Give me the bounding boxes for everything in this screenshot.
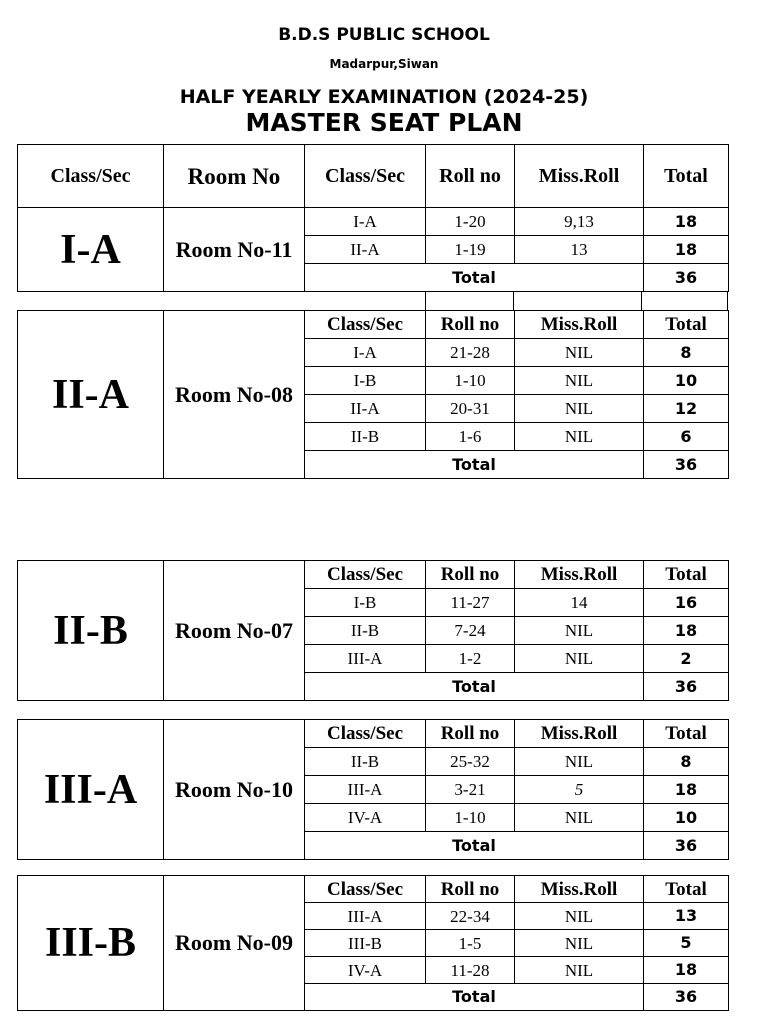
row-total: 18 xyxy=(644,236,729,264)
row-total: 2 xyxy=(644,645,729,673)
total-label: Total xyxy=(305,673,644,701)
row-roll-no: 1-5 xyxy=(426,930,515,957)
row-class-sec: IV-A xyxy=(305,804,426,832)
divider xyxy=(641,291,642,310)
row-total: 16 xyxy=(644,589,729,617)
room-class: III-A xyxy=(18,720,164,860)
grand-total: 36 xyxy=(644,984,729,1011)
table-header-row xyxy=(18,876,729,903)
col-header-class-sec: Class/Sec xyxy=(305,876,426,903)
row-miss-roll: 9,13 xyxy=(515,208,644,236)
total-label: Total xyxy=(305,451,644,479)
grand-total: 36 xyxy=(644,673,729,701)
row-miss-roll: NIL xyxy=(515,423,644,451)
row-miss-roll: NIL xyxy=(515,645,644,673)
divider xyxy=(727,291,728,310)
row-roll-no: 1-2 xyxy=(426,645,515,673)
row-total: 12 xyxy=(644,395,729,423)
row-class-sec: I-B xyxy=(305,367,426,395)
total-label: Total xyxy=(305,832,644,860)
col-header-class-sec: Class/Sec xyxy=(305,720,426,748)
row-roll-no: 21-28 xyxy=(426,339,515,367)
row-class-sec: III-A xyxy=(305,645,426,673)
row-total: 8 xyxy=(644,339,729,367)
room-number: Room No-07 xyxy=(164,561,305,701)
col-header-roll-no: Roll no xyxy=(426,876,515,903)
table-header-row xyxy=(18,145,729,208)
room-class: II-B xyxy=(18,561,164,701)
col-header-roll-no: Roll no xyxy=(426,311,515,339)
col-header-miss-roll: Miss.Roll xyxy=(515,561,644,589)
table-row xyxy=(18,208,729,236)
row-miss-roll: NIL xyxy=(515,367,644,395)
row-class-sec: III-A xyxy=(305,903,426,930)
row-miss-roll: NIL xyxy=(515,957,644,984)
col-header-total: Total xyxy=(644,876,729,903)
col-header-miss-roll: Miss.Roll xyxy=(515,311,644,339)
room-number: Room No-10 xyxy=(164,720,305,860)
school-location: Madarpur,Siwan xyxy=(329,57,439,71)
page-title: MASTER SEAT PLAN xyxy=(245,108,523,137)
table-header-row xyxy=(18,311,729,339)
exam-title: HALF YEARLY EXAMINATION (2024-25) xyxy=(179,86,589,108)
row-roll-no: 25-32 xyxy=(426,748,515,776)
seat-plan-table-3 xyxy=(17,560,729,701)
col-header-total: Total xyxy=(644,145,729,208)
col-header-roll-no: Roll no xyxy=(426,145,515,208)
col-header-class-sec: Class/Sec xyxy=(305,145,426,208)
row-total: 8 xyxy=(644,748,729,776)
seat-plan-table-1 xyxy=(17,144,729,292)
row-total: 10 xyxy=(644,804,729,832)
grand-total: 36 xyxy=(644,832,729,860)
row-miss-roll: NIL xyxy=(515,903,644,930)
col-header-class-sec: Class/Sec xyxy=(305,311,426,339)
divider xyxy=(425,291,426,310)
row-class-sec: III-A xyxy=(305,776,426,804)
room-class: I-A xyxy=(18,208,164,292)
room-class: II-A xyxy=(18,311,164,479)
room-number: Room No-08 xyxy=(164,311,305,479)
col-header-room-no: Room No xyxy=(164,145,305,208)
row-class-sec: II-A xyxy=(305,236,426,264)
row-class-sec: II-B xyxy=(305,423,426,451)
row-roll-no: 3-21 xyxy=(426,776,515,804)
row-total: 5 xyxy=(644,930,729,957)
grand-total: 36 xyxy=(644,451,729,479)
col-header-miss-roll: Miss.Roll xyxy=(515,876,644,903)
col-header-total: Total xyxy=(644,311,729,339)
col-header-class-sec: Class/Sec xyxy=(18,145,164,208)
row-roll-no: 1-6 xyxy=(426,423,515,451)
table-header-row xyxy=(18,720,729,748)
row-total: 18 xyxy=(644,208,729,236)
room-number: Room No-11 xyxy=(164,208,305,292)
row-total: 18 xyxy=(644,617,729,645)
table-header-row xyxy=(18,561,729,589)
school-name: B.D.S PUBLIC SCHOOL xyxy=(278,25,490,45)
row-total: 18 xyxy=(644,776,729,804)
row-total: 13 xyxy=(644,903,729,930)
row-roll-no: 11-28 xyxy=(426,957,515,984)
row-miss-roll: NIL xyxy=(515,748,644,776)
total-label: Total xyxy=(305,264,644,292)
row-class-sec: II-A xyxy=(305,395,426,423)
divider xyxy=(513,291,514,310)
room-class: III-B xyxy=(18,876,164,1011)
row-miss-roll: NIL xyxy=(515,617,644,645)
row-roll-no: 11-27 xyxy=(426,589,515,617)
seat-plan-table-4 xyxy=(17,719,729,860)
row-roll-no: 1-19 xyxy=(426,236,515,264)
row-class-sec: II-B xyxy=(305,748,426,776)
col-header-total: Total xyxy=(644,720,729,748)
col-header-total: Total xyxy=(644,561,729,589)
row-roll-no: 1-10 xyxy=(426,367,515,395)
row-miss-roll: 14 xyxy=(515,589,644,617)
row-miss-roll: NIL xyxy=(515,930,644,957)
row-total: 6 xyxy=(644,423,729,451)
row-roll-no: 20-31 xyxy=(426,395,515,423)
row-roll-no: 1-20 xyxy=(426,208,515,236)
room-number: Room No-09 xyxy=(164,876,305,1011)
row-class-sec: I-B xyxy=(305,589,426,617)
total-label: Total xyxy=(305,984,644,1011)
row-roll-no: 7-24 xyxy=(426,617,515,645)
seat-plan-table-2 xyxy=(17,310,729,479)
row-miss-roll: 13 xyxy=(515,236,644,264)
row-class-sec: IV-A xyxy=(305,957,426,984)
row-roll-no: 1-10 xyxy=(426,804,515,832)
grand-total: 36 xyxy=(644,264,729,292)
col-header-roll-no: Roll no xyxy=(426,561,515,589)
col-header-miss-roll: Miss.Roll xyxy=(515,720,644,748)
row-class-sec: I-A xyxy=(305,339,426,367)
seat-plan-table-5 xyxy=(17,875,729,1011)
row-total: 18 xyxy=(644,957,729,984)
row-miss-roll: NIL xyxy=(515,339,644,367)
row-class-sec: III-B xyxy=(305,930,426,957)
col-header-miss-roll: Miss.Roll xyxy=(515,145,644,208)
row-class-sec: II-B xyxy=(305,617,426,645)
col-header-class-sec: Class/Sec xyxy=(305,561,426,589)
row-miss-roll: NIL xyxy=(515,804,644,832)
col-header-roll-no: Roll no xyxy=(426,720,515,748)
row-miss-roll: 5 xyxy=(515,776,644,804)
row-miss-roll: NIL xyxy=(515,395,644,423)
row-class-sec: I-A xyxy=(305,208,426,236)
row-total: 10 xyxy=(644,367,729,395)
row-roll-no: 22-34 xyxy=(426,903,515,930)
